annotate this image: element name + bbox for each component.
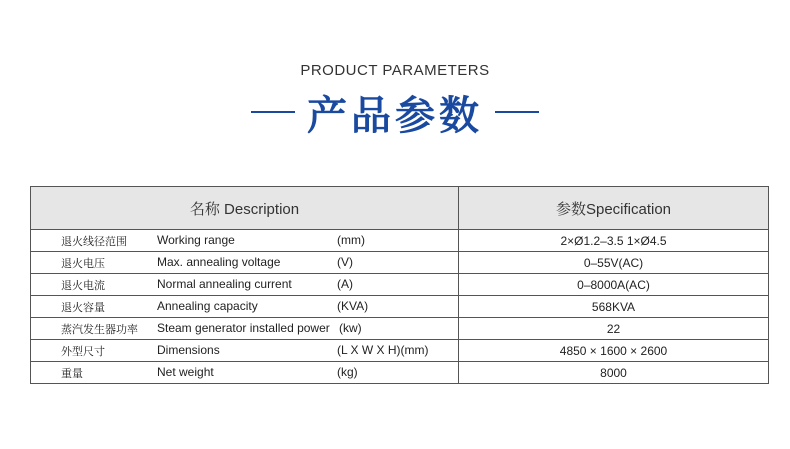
param-name-en: Dimensions: [157, 343, 220, 357]
title-decor-line-right: [495, 111, 539, 113]
param-unit: (mm): [337, 233, 365, 247]
spec-cell: 568KVA: [459, 296, 769, 318]
description-cell: [31, 230, 459, 252]
spec-cell: 0–8000A(AC): [459, 274, 769, 296]
param-unit: (L X W X H)(mm): [337, 343, 429, 357]
param-name-cn: 退火容量: [61, 301, 105, 314]
description-cell: [31, 362, 459, 384]
spec-cell: 8000: [459, 362, 769, 384]
section-subtitle: PRODUCT PARAMETERS: [300, 62, 490, 79]
spec-cell: 22: [459, 318, 769, 340]
table-row: [31, 274, 769, 296]
param-unit: (KVA): [337, 299, 369, 313]
table-row: [31, 252, 769, 274]
title-decor-line-left: [251, 111, 295, 113]
param-name-cn: 退火线径范围: [61, 235, 127, 248]
column-header-description: 名称 Description: [31, 187, 459, 230]
table-row: [31, 362, 769, 384]
param-name-en: Net weight: [157, 365, 214, 379]
table-header-row: [31, 187, 769, 230]
description-cell: [31, 318, 459, 340]
table-row: [31, 230, 769, 252]
param-name-cn: 退火电流: [61, 279, 105, 292]
description-cell: [31, 252, 459, 274]
param-unit: (kw): [339, 321, 362, 335]
description-cell: [31, 296, 459, 318]
param-name-cn: 退火电压: [61, 257, 105, 270]
description-cell: [31, 274, 459, 296]
column-header-specification: 参数Specification: [459, 187, 769, 230]
spec-cell: 0–55V(AC): [459, 252, 769, 274]
section-title: 产品参数: [307, 92, 483, 139]
param-unit: (kg): [337, 365, 358, 379]
param-name-en: Normal annealing current: [157, 277, 292, 291]
param-name-en: Max. annealing voltage: [157, 255, 281, 269]
param-name-cn: 重量: [61, 367, 83, 380]
spec-cell: 4850 × 1600 × 2600: [459, 340, 769, 362]
table-row: [31, 318, 769, 340]
param-unit: (A): [337, 277, 353, 291]
param-name-en: Working range: [157, 233, 235, 247]
table-row: [31, 340, 769, 362]
param-unit: (V): [337, 255, 353, 269]
spec-cell: 2×Ø1.2–3.5 1×Ø4.5: [459, 230, 769, 252]
param-name-en: Steam generator installed power: [157, 321, 330, 335]
param-name-cn: 蒸汽发生器功率: [61, 323, 138, 336]
param-name-en: Annealing capacity: [157, 299, 258, 313]
section-header: [0, 82, 790, 142]
table-row: [31, 296, 769, 318]
description-cell: [31, 340, 459, 362]
param-name-cn: 外型尺寸: [61, 345, 105, 358]
parameters-table: [30, 186, 769, 384]
